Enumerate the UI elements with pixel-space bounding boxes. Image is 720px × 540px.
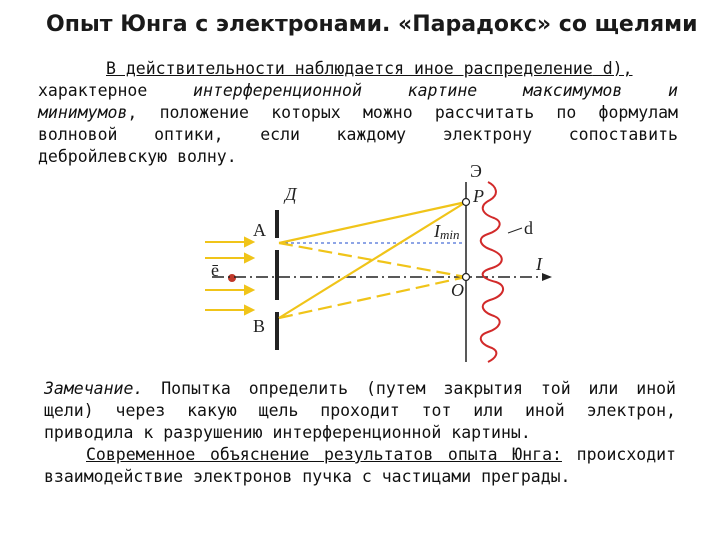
text-fragment: , положение которых можно рассчитать по формулам (127, 103, 678, 122)
para-line-3 (38, 102, 678, 124)
i-min-label (433, 221, 460, 242)
ray-b-to-p (279, 202, 466, 318)
note-line-5: взаимодействие электронов пучка с частицами преграды. (44, 467, 571, 486)
screen-label: Э (470, 161, 482, 181)
i-min-subscript: min (440, 227, 460, 242)
para-line-2 (38, 80, 678, 102)
electron-dot (228, 274, 236, 282)
italic-text: интерференционной картине максимумов и (193, 81, 678, 100)
electron-label: ē (211, 260, 219, 280)
text-fragment: характерное (38, 81, 194, 100)
text-fragment: Попытка определить (путем закрытия той или иной (143, 379, 676, 398)
i-min-main: I (434, 221, 440, 241)
note-line-1 (44, 378, 676, 400)
note-line-4 (44, 444, 676, 466)
italic-text: минимумов (38, 103, 128, 122)
slit-b-label: В (253, 316, 266, 336)
paragraph-note (44, 378, 676, 488)
young-experiment-diagram (200, 160, 570, 375)
slide-title: Опыт Юнга с электронами. «Парадокс» со щелями (46, 12, 698, 37)
intensity-axis-label: I (536, 254, 542, 274)
rays (279, 202, 466, 318)
note-line-3: приводила к разрушению интерференционной картины. (44, 423, 531, 442)
note-heading: Замечание. (44, 379, 144, 398)
para-line-5: дебройлевскую волну. (38, 147, 237, 166)
interference-pattern-curve (481, 182, 503, 362)
slit-a-label: А (253, 220, 266, 240)
underlined-text: Современное объяснение результатов опыта Юнга: (86, 445, 562, 464)
slit-plate-label: Д (285, 184, 297, 204)
note-line-2: щели) через какую щель проходит тот или иной электрон, (44, 401, 676, 420)
paragraph-explanation (38, 58, 678, 168)
underlined-text-end: d), (592, 59, 633, 78)
curve-label: d (524, 218, 533, 238)
point-o-label: О (451, 280, 464, 300)
underlined-text: В действительности наблюдается иное распределение (106, 59, 593, 78)
point-p-label: Р (473, 186, 484, 206)
point-p-marker (463, 199, 470, 206)
text-fragment: происходит (561, 445, 676, 464)
ray-b-to-o (279, 277, 466, 318)
para-line-1 (38, 58, 678, 80)
intensity-axis-arrow (542, 273, 552, 281)
para-line-4: волновой оптики, если каждому электрону сопоставить (38, 125, 678, 144)
curve-label-pointer (508, 228, 522, 233)
